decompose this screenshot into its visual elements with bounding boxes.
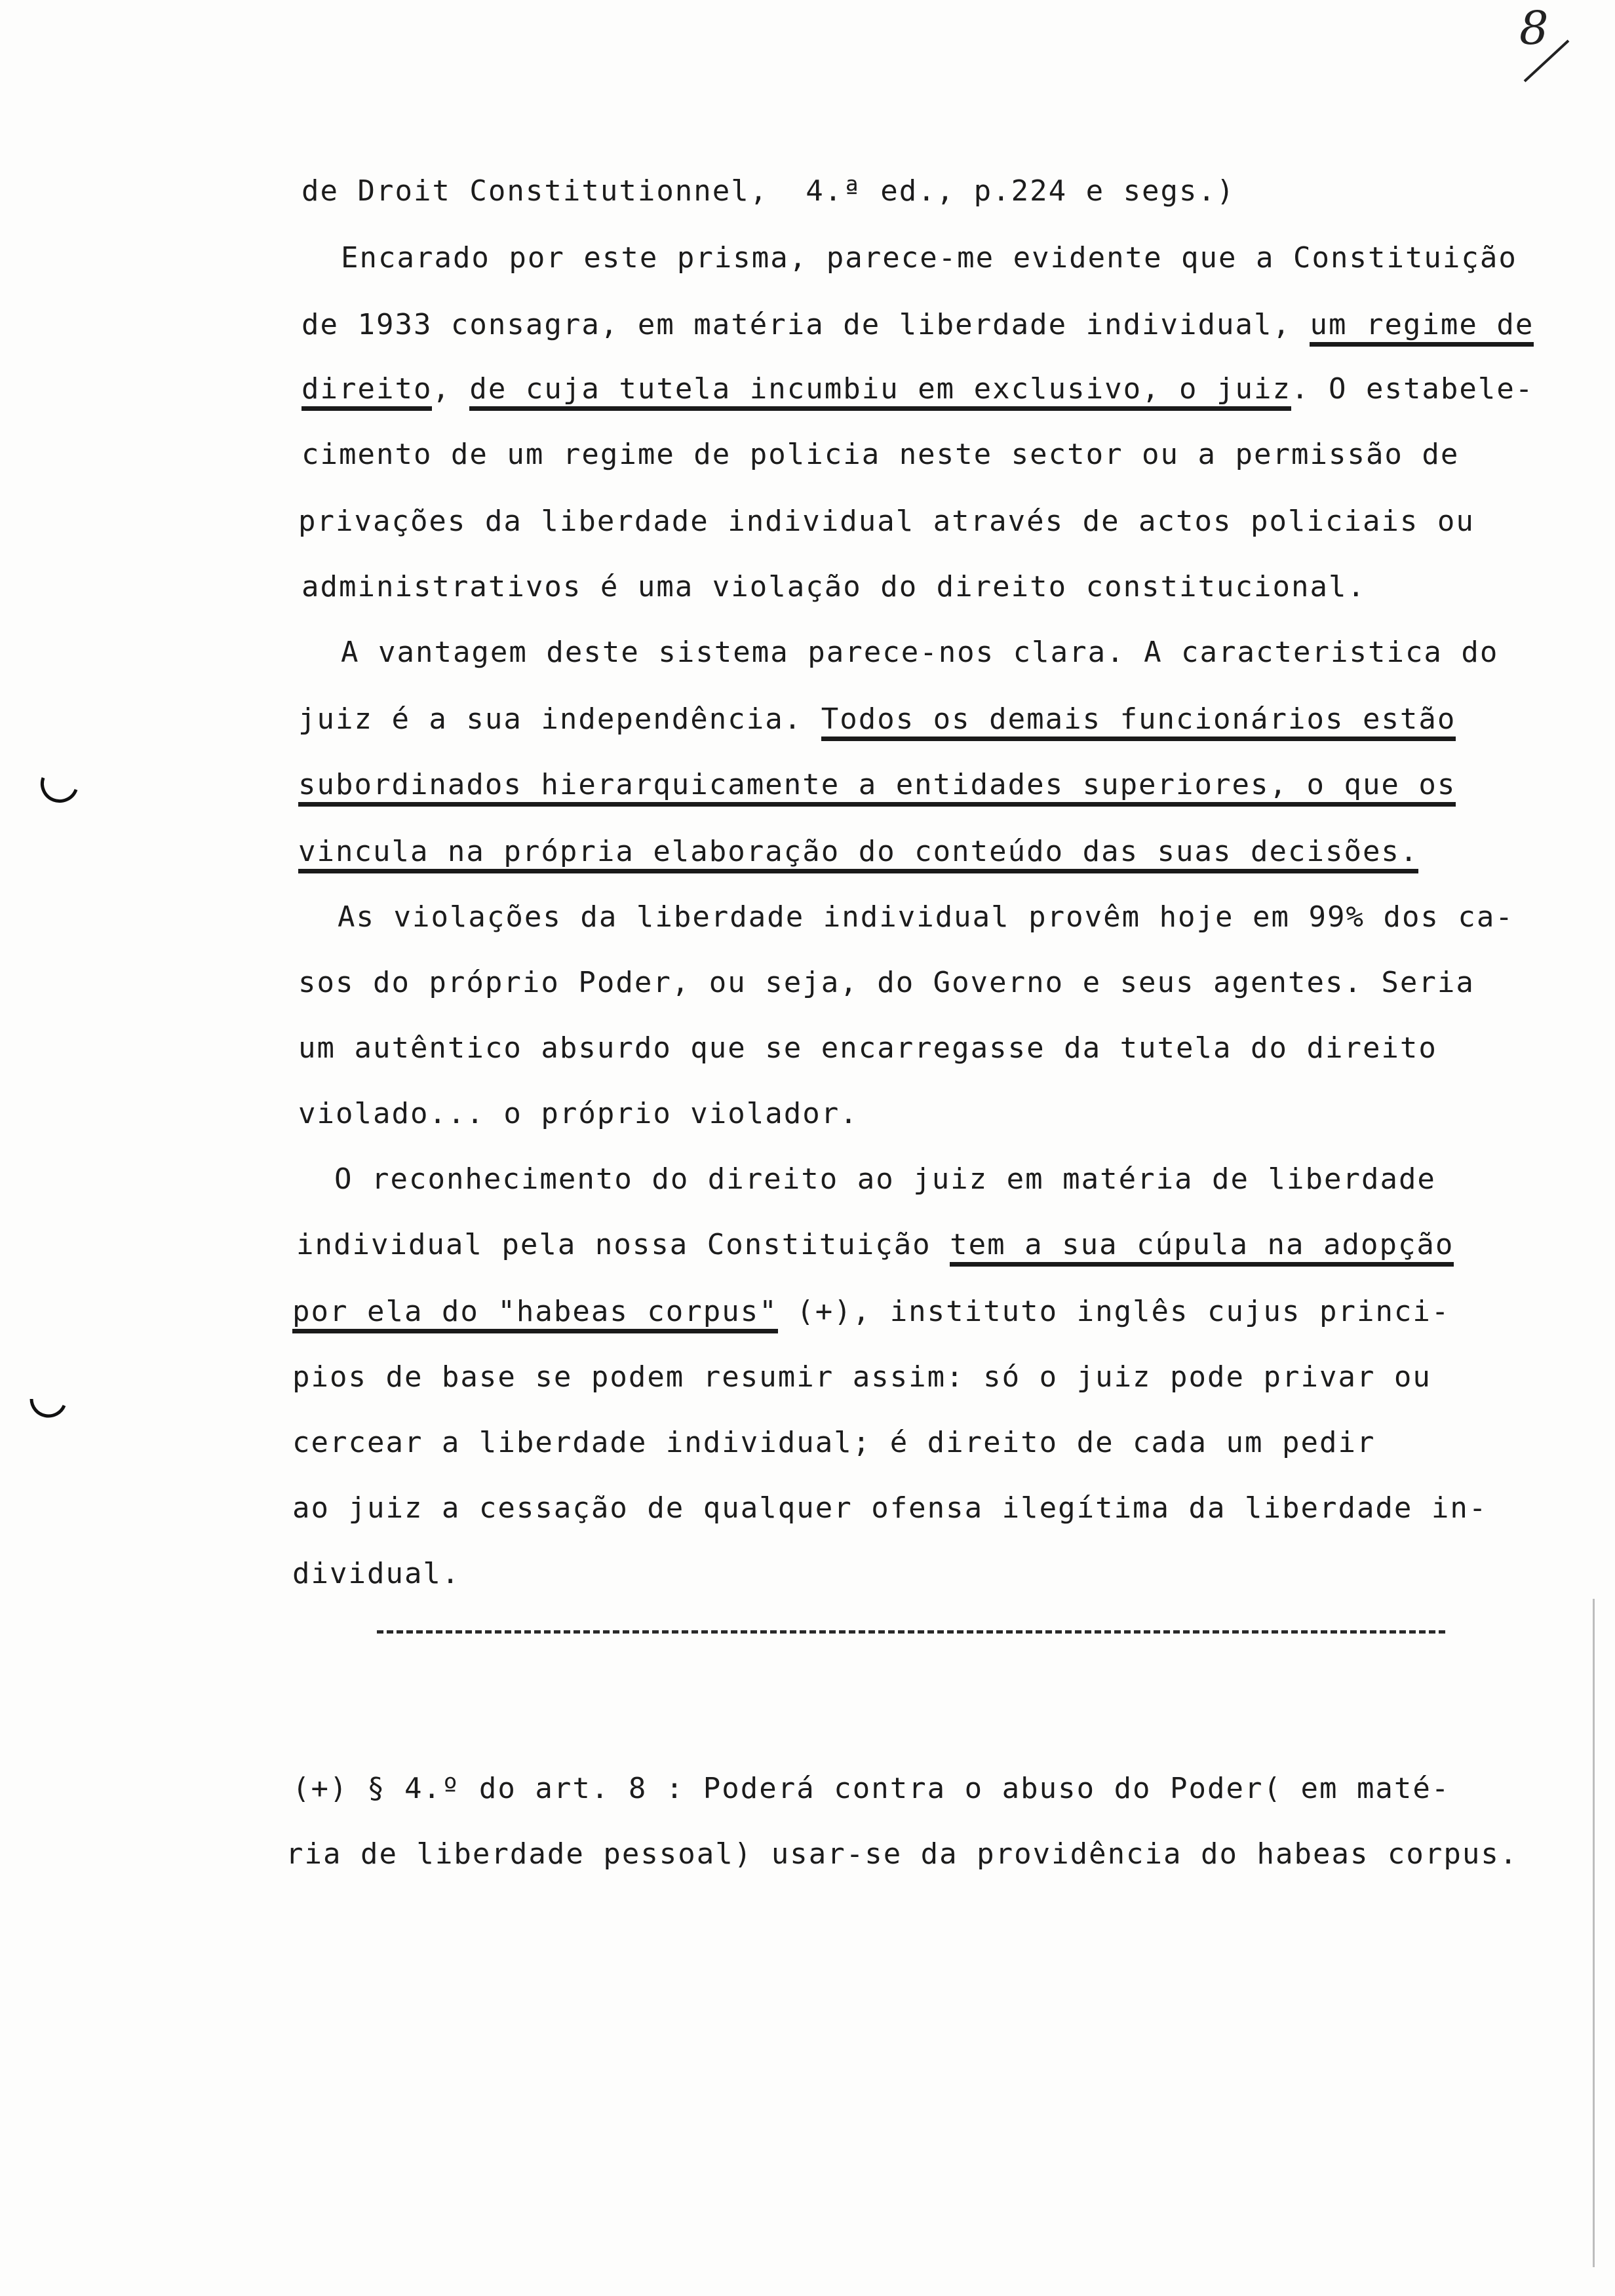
scan-edge-line xyxy=(1593,1599,1595,2267)
text-line xyxy=(302,435,1459,474)
text-segment: violado... o próprio violador. xyxy=(298,1097,859,1130)
text-line xyxy=(338,898,1514,937)
text-segment: de Droit Constitutionnel, 4.ª ed., p.224 e segs.) xyxy=(302,174,1236,208)
text-line xyxy=(298,832,1418,871)
text-segment: cimento de um regime de policia neste sector ou a permissão de xyxy=(302,438,1460,471)
punch-hole-mark xyxy=(26,1392,68,1434)
text-line xyxy=(298,1094,859,1134)
text-segment: cercear a liberdade individual; é direito de cada um pedir xyxy=(292,1426,1376,1459)
text-line xyxy=(298,963,1475,1003)
text-segment: A vantagem deste sistema parece-nos clara. A caracteristica do xyxy=(341,636,1499,669)
underlined-text: por ela do "habeas corpus" xyxy=(292,1295,778,1333)
page-number-slash xyxy=(1519,34,1572,86)
text-line xyxy=(298,502,1475,541)
text-segment: (+), instituto inglês cujus princi- xyxy=(777,1295,1450,1328)
text-segment: , xyxy=(432,372,470,406)
punch-hole-mark xyxy=(38,770,80,812)
underlined-text: um regime de xyxy=(1310,308,1534,347)
underlined-text: tem a sua cúpula na adopção xyxy=(950,1228,1454,1267)
text-segment: Encarado por este prisma, parece-me evidente que a Constituição xyxy=(341,241,1517,275)
text-segment: juiz é a sua independência. xyxy=(298,702,821,736)
text-segment: dividual. xyxy=(292,1557,461,1590)
text-line xyxy=(292,1423,1375,1463)
text-segment: pios de base se podem resumir assim: só o juiz pode privar ou xyxy=(292,1360,1431,1394)
text-line xyxy=(292,1489,1487,1528)
text-line xyxy=(292,1554,460,1594)
text-segment: um autêntico absurdo que se encarregasse da tutela do direito xyxy=(298,1031,1437,1065)
text-segment: O reconhecimento do direito ao juiz em matéria de liberdade xyxy=(334,1162,1436,1196)
text-segment: privações da liberdade individual através de actos policiais ou xyxy=(298,505,1475,538)
underlined-text: vincula na própria elaboração do conteúdo das suas decisões. xyxy=(298,835,1418,873)
text-line xyxy=(341,239,1517,278)
text-line xyxy=(298,700,1456,739)
text-segment: administrativos é uma violação do direito constitucional. xyxy=(302,570,1366,603)
text-line xyxy=(298,1029,1437,1068)
text-segment: . O estabele- xyxy=(1291,372,1534,406)
underlined-text: subordinados hierarquicamente a entidades superiores, o que os xyxy=(298,768,1456,807)
text-line xyxy=(302,370,1534,409)
text-segment: individual pela nossa Constituição xyxy=(296,1228,950,1261)
page-number: 8 xyxy=(1519,1,1549,55)
text-segment: de 1933 consagra, em matéria de liberdade individual, xyxy=(302,308,1310,341)
text-line xyxy=(302,305,1534,345)
text-segment: As violações da liberdade individual provêm hoje em 99% dos ca- xyxy=(338,900,1514,934)
footnote-separator xyxy=(377,1630,1445,1634)
text-line xyxy=(292,1358,1431,1397)
text-segment: sos do próprio Poder, ou seja, do Governo e seus agentes. Seria xyxy=(298,966,1475,999)
text-line xyxy=(296,1225,1454,1265)
footnote-line: ria de liberdade pessoal) usar-se da providência do habeas corpus. xyxy=(286,1837,1519,1871)
text-line xyxy=(334,1160,1436,1199)
underlined-text: direito xyxy=(302,372,432,411)
text-line xyxy=(302,567,1366,607)
text-line xyxy=(302,172,1236,211)
text-segment: ao juiz a cessação de qualquer ofensa ilegítima da liberdade in- xyxy=(292,1491,1488,1525)
footnote-line: (+) § 4.º do art. 8 : Poderá contra o abuso do Poder( em maté- xyxy=(292,1772,1450,1805)
underlined-text: de cuja tutela incumbiu em exclusivo, o juiz xyxy=(469,372,1291,411)
underlined-text: Todos os demais funcionários estão xyxy=(821,702,1456,741)
text-line xyxy=(298,765,1456,805)
text-line xyxy=(341,633,1498,672)
text-line xyxy=(292,1292,1450,1331)
